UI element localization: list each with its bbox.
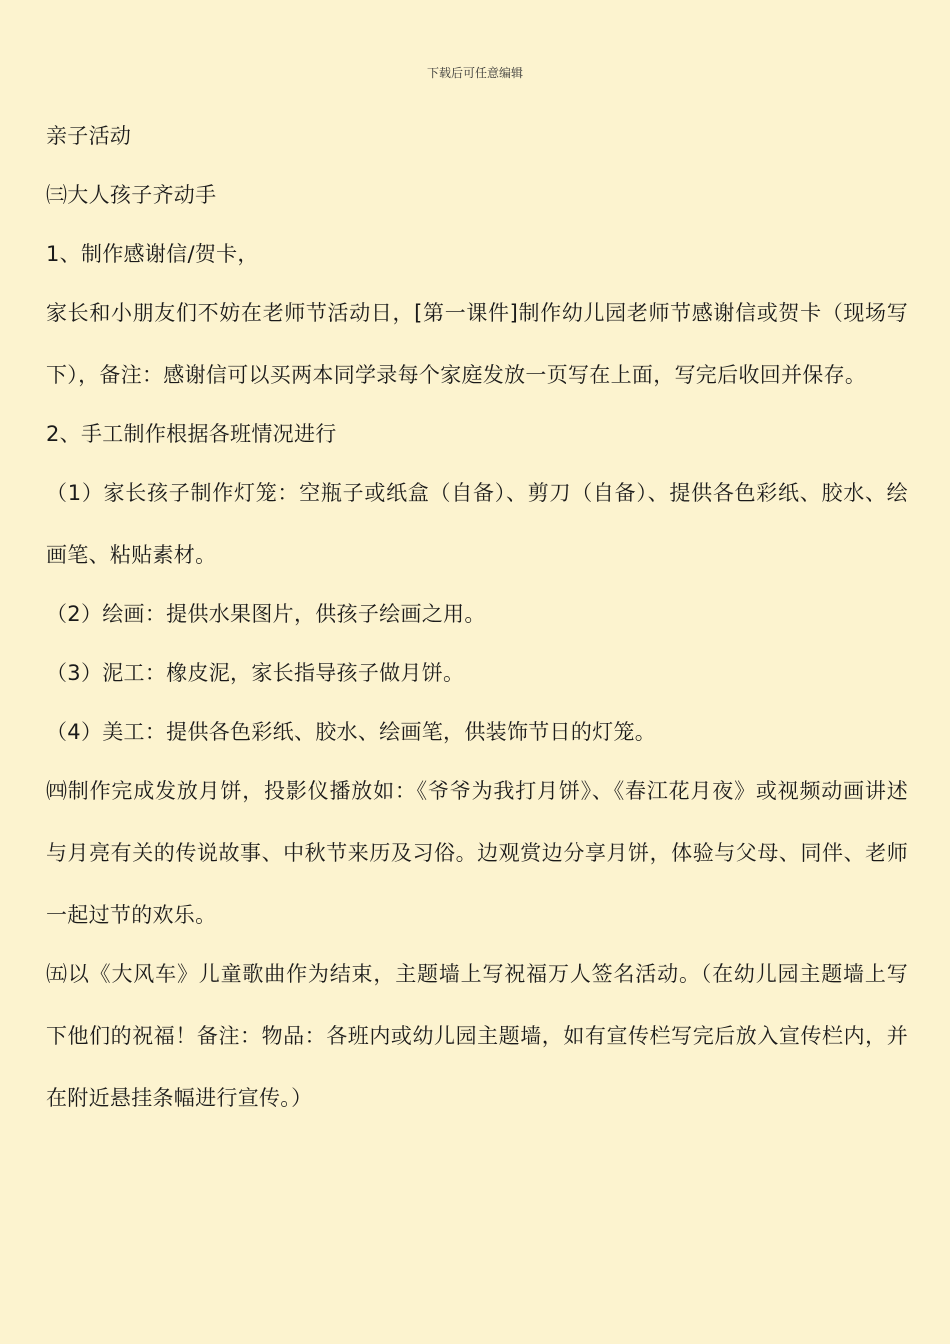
section-3-heading: ㈢大人孩子齐动手 [46, 183, 217, 207]
item-2-heading: 2、手工制作根据各班情况进行 [46, 422, 337, 446]
page-header: 下载后可任意编辑 [426, 66, 523, 80]
document-title: 亲子活动 [46, 124, 132, 148]
item-1-paragraph: 家长和小朋友们不妨在老师节活动日，[第一课件]制作幼儿园老师节感谢信或贺卡（现场写下），备注：感谢信可以买两本同学录每个家庭发放一页写在上面，写完后收回并保存。 [46, 301, 908, 387]
sub-item-1: （1）家长孩子制作灯笼：空瓶子或纸盒（自备）、剪刀（自备）、提供各色彩纸、胶水、绘画笔、粘贴素材。 [46, 481, 908, 567]
section-4-paragraph: ㈣制作完成发放月饼，投影仪播放如：《爷爷为我打月饼》、《春江花月夜》或视频动画讲述与月亮有关的传说故事、中秋节来历及习俗。边观赏边分享月饼，体验与父母、同伴、老师一起过节的欢乐。 [46, 779, 908, 927]
sub-item-3: （3）泥工：橡皮泥，家长指导孩子做月饼。 [46, 661, 465, 685]
sub-item-2: （2）绘画：提供水果图片，供孩子绘画之用。 [46, 602, 486, 626]
item-1-heading: 1、制作感谢信/贺卡， [46, 242, 259, 266]
document-body [46, 116, 908, 1137]
section-5-paragraph: ㈤以《大风车》儿童歌曲作为结束，主题墙上写祝福万人签名活动。（在幼儿园主题墙上写下他们的祝福！备注：物品：各班内或幼儿园主题墙，如有宣传栏写完后放入宣传栏内，并在附近悬挂条幅进行宣传。） [46, 962, 908, 1110]
sub-item-4: （4）美工：提供各色彩纸、胶水、绘画笔，供装饰节日的灯笼。 [46, 720, 657, 744]
